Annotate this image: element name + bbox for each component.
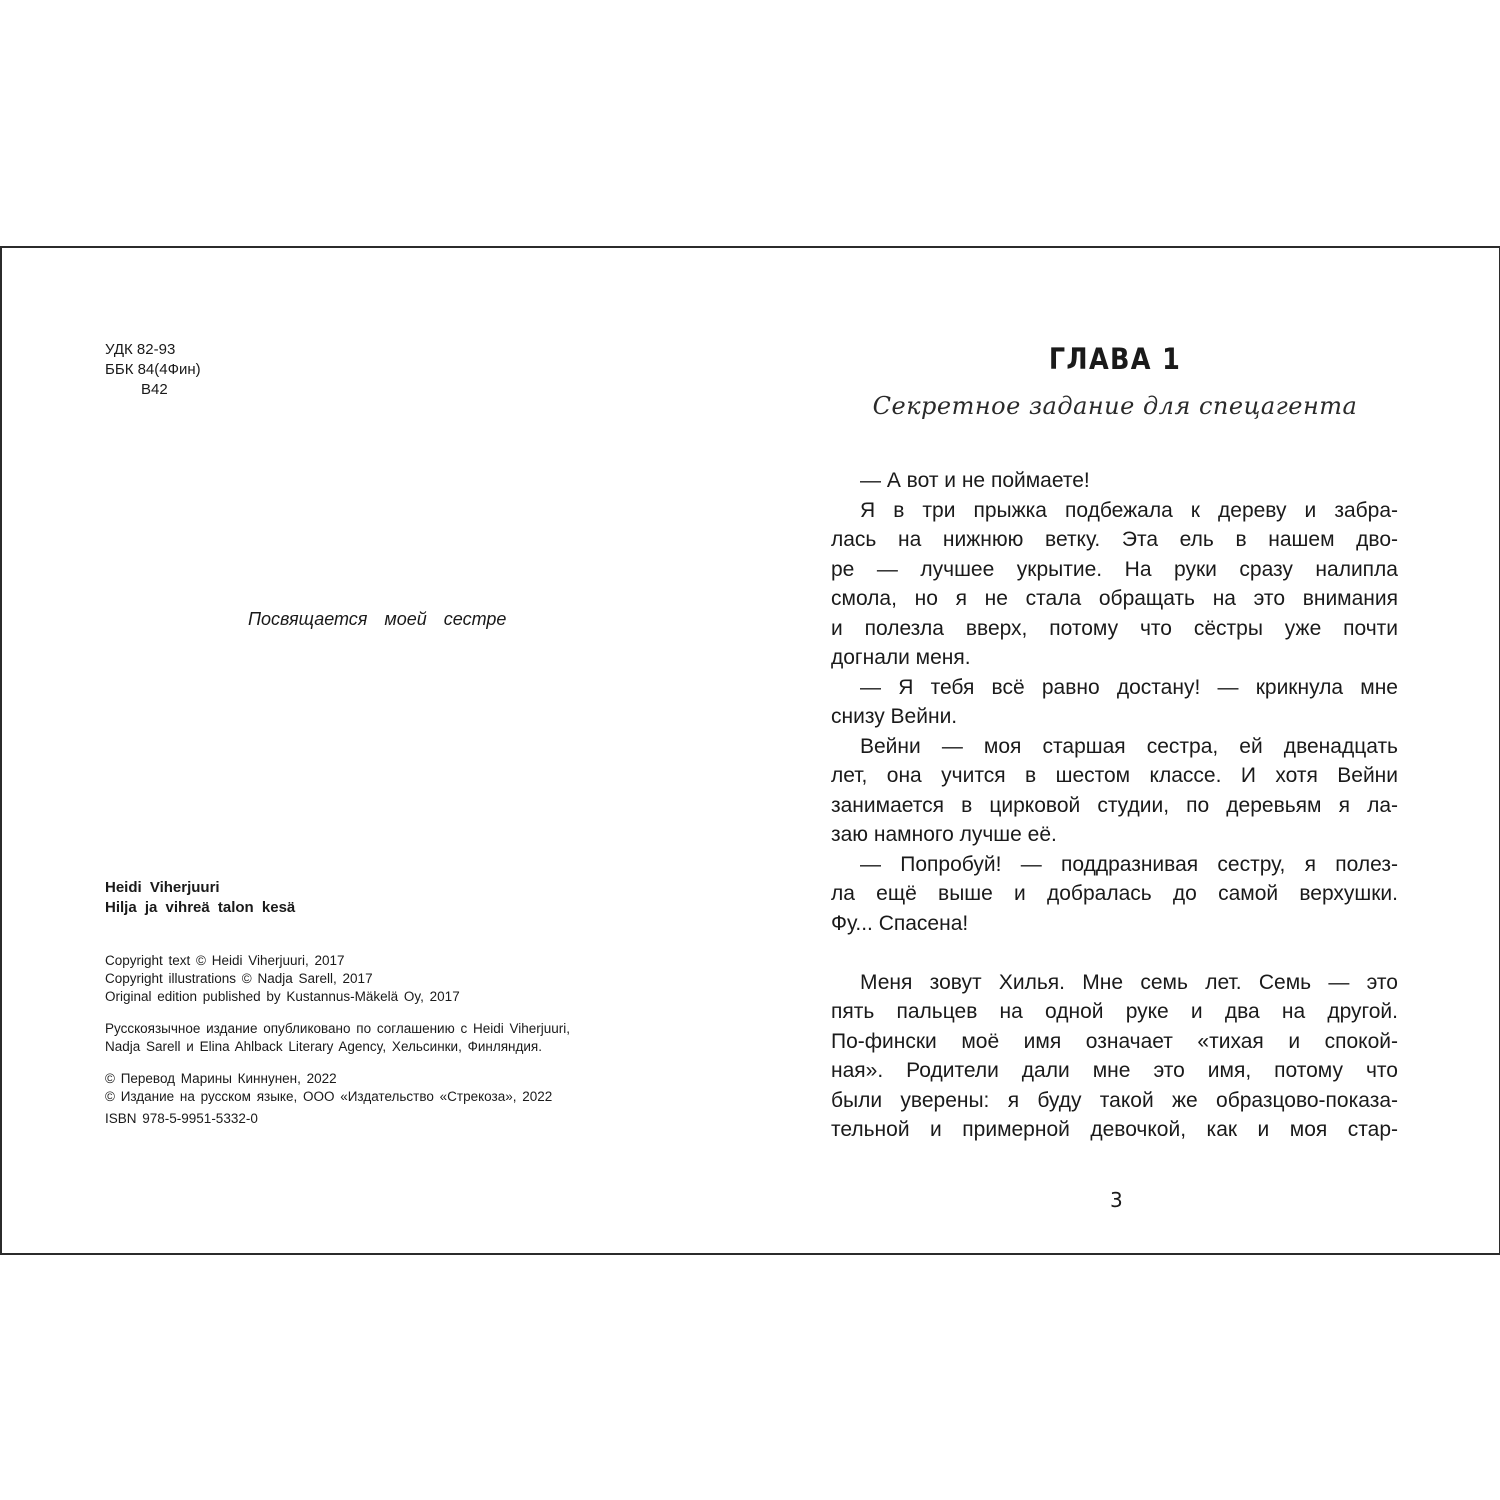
chapter-body — [831, 466, 1398, 1145]
text-line: По-фински моё имя означает «тихая и спокой- — [831, 1029, 1398, 1053]
copyright-line: Copyright text © Heidi Viherjuuri, 2017 — [105, 953, 345, 968]
copyright-line: Copyright illustrations © Nadja Sarell, 2017 — [105, 971, 373, 986]
text-line: ре — лучшее укрытие. На руки сразу налипла — [831, 557, 1398, 581]
library-codes — [105, 340, 201, 400]
original-edition-block — [105, 878, 295, 918]
rights-block — [105, 1070, 570, 1106]
author-mark: В42 — [141, 381, 168, 398]
bbk-code: ББК 84(4Фин) — [105, 361, 201, 378]
text-line: тельной и примерной девочкой, как и моя стар- — [831, 1118, 1398, 1141]
paragraph-gap — [831, 938, 1398, 968]
dedication: Посвящается моей сестре — [248, 609, 507, 629]
rights-line: © Перевод Марины Киннунен, 2022 — [105, 1071, 337, 1086]
text-line: лась на нижнюю ветку. Эта ель в нашем дво- — [831, 528, 1398, 551]
text-line: занимается в цирковой студии, по деревьям я ла- — [831, 793, 1398, 817]
copyright-block — [105, 952, 570, 1006]
agreement-line: Русскоязычное издание опубликовано по соглашению с Heidi Viherjuuri, — [105, 1021, 571, 1036]
text-line: — А вот и не поймаете! — [860, 469, 1090, 492]
text-line: снизу Вейни. — [831, 705, 958, 728]
text-line: были уверены: я буду такой же образцово-показа- — [831, 1088, 1398, 1112]
text-line: — Попробуй! — поддразнивая сестру, я полез- — [860, 852, 1398, 876]
agreement-block — [105, 1020, 570, 1056]
text-line: лет, она учится в шестом классе. И хотя Вейни — [831, 764, 1398, 787]
text-line: заю намного лучше её. — [831, 823, 1057, 846]
text-line: Вейни — моя старшая сестра, ей двенадцать — [860, 734, 1398, 758]
text-line: Я в три прыжка подбежала к дереву и забра- — [860, 498, 1398, 522]
isbn: ISBN 978-5-9951-5332-0 — [105, 1111, 258, 1126]
text-line: и полезла вверх, потому что сёстры уже почти — [831, 616, 1398, 640]
imprint — [105, 952, 570, 1128]
udk-code: УДК 82-93 — [105, 341, 176, 358]
text-line: ла ещё выше и добралась до самой верхушки. — [831, 882, 1398, 905]
text-line: догнали меня. — [831, 646, 971, 669]
agreement-line: Nadja Sarell и Elina Ahlback Literary Agency, Хельсинки, Финляндия. — [105, 1039, 542, 1054]
text-line: Меня зовут Хилья. Мне семь лет. Семь — это — [860, 970, 1398, 994]
chapter-title: ГЛАВА 1 — [1048, 342, 1182, 376]
copyright-line: Original edition published by Kustannus-Mäkelä Oy, 2017 — [105, 989, 460, 1004]
book-spread — [0, 246, 1500, 1255]
rights-line: © Издание на русском языке, ООО «Издательство «Стрекоза», 2022 — [105, 1089, 553, 1104]
original-author: Heidi Viherjuuri — [105, 879, 220, 896]
text-line: — Я тебя всё равно достану! — крикнула мне — [860, 675, 1398, 699]
original-title: Hilja ja vihreä talon kesä — [105, 899, 296, 916]
text-line: пять пальцев на одной руке и два на другой. — [831, 1000, 1398, 1023]
text-line: ная». Родители дали мне это имя, потому что — [831, 1059, 1398, 1082]
chapter-subtitle: Секретное задание для спецагента — [872, 392, 1358, 420]
text-line: Фу... Спасена! — [831, 911, 969, 935]
page-number: 3 — [1110, 1188, 1123, 1212]
text-line: смола, но я не стала обращать на это внимания — [831, 587, 1398, 610]
